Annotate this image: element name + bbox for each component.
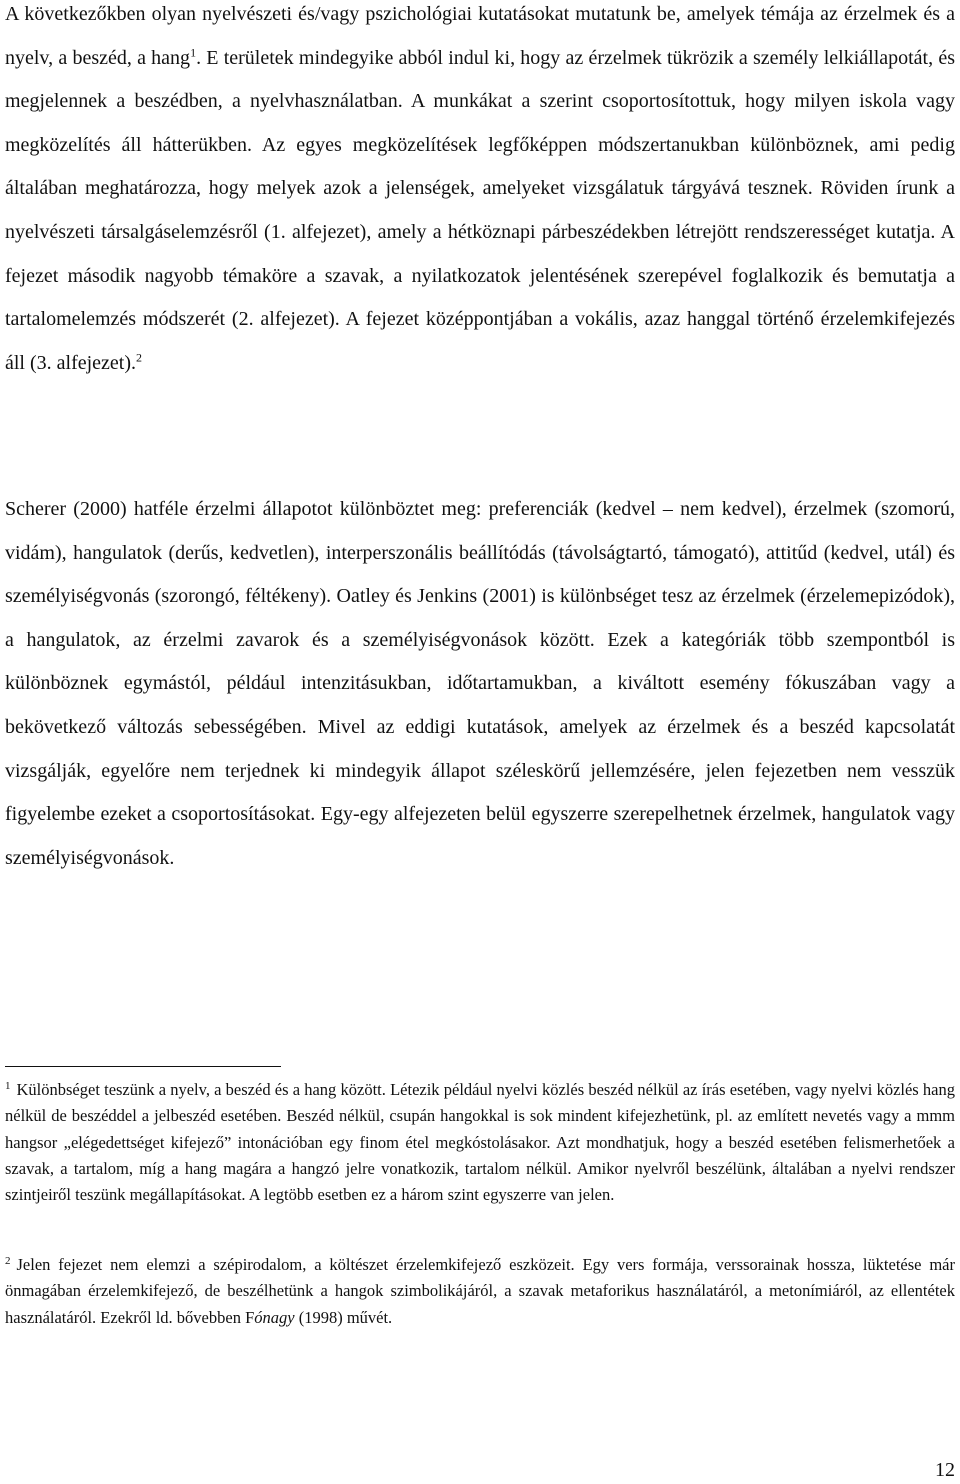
document-page bbox=[5, 0, 955, 1484]
footnote-1-number: 1 bbox=[5, 1079, 11, 1092]
footnote-1-text: Különbséget teszünk a nyelv, a beszéd és a hang között. Létezik például nyelvi közlés beszéd nélkül az írás esetében, vagy nyelvi közlés hang nélkül de beszéddel a jelbeszéd esetében. Beszéd nélkül, csupán hangokkal is sok mindent kifejezhetünk, pl. az említett nevetés vagy a mmm hangsor „elégedettséget kifejező” intonációban egy finom étel megkóstolásakor. Azt mondhatjuk, hogy a beszéd esetében felismerhetőek a szavak, a tartalom, míg a hang magára a hangzó jelre vonatkozik, tartalom nélkül. Amikor nyelvről beszélünk, általában a nyelvi rendszer szintjeiről teszünk megállapításokat. A legtöbb esetben ez a három szint egyszerre van jelen. bbox=[5, 1080, 955, 1205]
footnote-2-number: 2 bbox=[5, 1254, 11, 1267]
footnote-ref-2[interactable]: 2 bbox=[136, 350, 143, 365]
para-1-text-a: A következőkben olyan nyelvészeti és/vagy pszichológiai kutatásokat mutatunk be, amelyek témája az érzelmek és a nyelv, a beszéd, a hang bbox=[5, 3, 955, 69]
body-paragraph-1 bbox=[5, 0, 955, 385]
page-number: 12 bbox=[935, 1459, 955, 1481]
para-1-text-b: . E területek mindegyike abból indul ki, hogy az érzelmek tükrözik a személy lelkiállapotát, és megjelennek a beszédben, a nyelvhasználatban. A munkákat a szerint csoportosítottuk, hogy milyen iskola vagy megközelítés áll hátterükben. Az egyes megközelítések legfőképpen módszertanukban különböznek, ami pedig általában meghatározza, hogy melyek azok a jelenségek, amelyeket vizsgálatuk tárgyává tesznek. Röviden írunk a nyelvészeti társalgáselemzésről (1. alfejezet), amely a hétköznapi párbeszédekben létrejött rendszerességet kutatja. A fejezet második nagyobb témaköre a szavak, a nyilatkozatok jelentésének szerepével foglalkozik és bemutatja a tartalomelemzés módszerét (2. alfejezet). A fejezet középpontjában a vokális, azaz hanggal történő érzelemkifejezés áll (3. alfejezet). bbox=[5, 46, 955, 374]
footnote-ref-1[interactable]: 1 bbox=[190, 44, 197, 59]
footnote-1 bbox=[5, 1077, 955, 1208]
footnote-2-text-a: Jelen fejezet nem elemzi a szépirodalom, a költészet érzelemkifejező eszközeit. Egy vers formája, verssorainak hossza, lüktetése már önmagában érzelemkifejező, de beszélhetünk a hangok szimbolikájáról, a szavak metaforikus használatáról, a metonímiáról, az ellentétek használatáról. Ezekről ld. bővebben F bbox=[5, 1255, 955, 1327]
footnote-2 bbox=[5, 1252, 955, 1331]
footnote-2-text-b: (1998) művét. bbox=[294, 1307, 393, 1327]
body-paragraph-2: Scherer (2000) hatféle érzelmi állapotot különböztet meg: preferenciák (kedvel – nem kedvel), érzelmek (szomorú, vidám), hangulatok (derűs, kedvetlen), interperszonális beállítódás (távolságtartó, támogató), attitűd (kedvel, utál) és személyiségvonás (szorongó, féltékeny). Oatley és Jenkins (2001) is különbséget tesz az érzelmek (érzelemepizódok), a hangulatok, az érzelmi zavarok és a személyiségvonások között. Ezek a kategóriák több szempontból is különböznek egymástól, például intenzitásukban, időtartamukban, a kiváltott esemény fókuszában vagy a bekövetkező változás sebességében. Mivel az eddigi kutatások, amelyek az érzelmek és a beszéd kapcsolatát vizsgálják, egyelőre nem terjednek ki mindegyik állapot széleskörű jellemzésére, jelen fejezetben nem vesszük figyelembe ezeket a csoportosításokat. Egy-egy alfejezeten belül egyszerre szerepelhetnek érzelmek, hangulatok vagy személyiségvonások. bbox=[5, 498, 955, 869]
footnote-2-italic-name: ónagy bbox=[254, 1307, 295, 1327]
footnote-separator bbox=[5, 1066, 281, 1067]
